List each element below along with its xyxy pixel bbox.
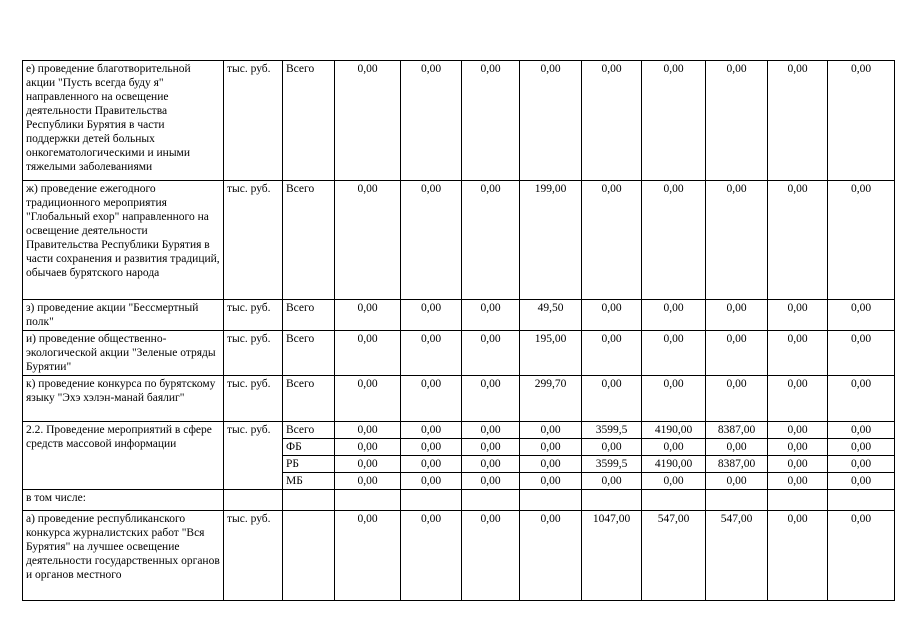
value-cell: 0,00: [828, 181, 895, 300]
value-cell: 547,00: [706, 511, 768, 601]
funding-source-cell: Всего: [283, 61, 335, 181]
value-cell: 0,00: [401, 511, 462, 601]
unit-cell: тыс. руб.: [224, 300, 283, 331]
value-cell: 0,00: [462, 511, 520, 601]
value-cell: [706, 490, 768, 511]
value-cell: [401, 490, 462, 511]
value-cell: 0,00: [642, 376, 706, 422]
value-cell: 0,00: [335, 181, 401, 300]
value-cell: 8387,00: [706, 456, 768, 473]
value-cell: 0,00: [768, 300, 828, 331]
value-cell: 0,00: [768, 473, 828, 490]
value-cell: 0,00: [462, 61, 520, 181]
value-cell: 0,00: [520, 422, 582, 439]
activity-name-cell: 2.2. Проведение мероприятий в сфере средств массовой информации: [23, 422, 224, 490]
value-cell: 0,00: [401, 331, 462, 376]
value-cell: 4190,00: [642, 456, 706, 473]
value-cell: 0,00: [582, 61, 642, 181]
funding-source-cell: [283, 490, 335, 511]
value-cell: 0,00: [462, 439, 520, 456]
value-cell: 0,00: [335, 331, 401, 376]
value-cell: 0,00: [335, 511, 401, 601]
value-cell: 0,00: [706, 376, 768, 422]
activity-name-cell: к) проведение конкурса по бурятскому языку "Эхэ хэлэн-манай баялиг": [23, 376, 224, 422]
funding-source-cell: МБ: [283, 473, 335, 490]
unit-cell: тыс. руб.: [224, 422, 283, 490]
unit-cell: тыс. руб.: [224, 181, 283, 300]
activity-name-cell: з) проведение акции "Бессмертный полк": [23, 300, 224, 331]
value-cell: [520, 490, 582, 511]
value-cell: 0,00: [462, 181, 520, 300]
funding-source-cell: Всего: [283, 331, 335, 376]
table-row: [23, 511, 895, 601]
value-cell: 199,00: [520, 181, 582, 300]
value-cell: 0,00: [706, 181, 768, 300]
value-cell: 0,00: [768, 376, 828, 422]
value-cell: 0,00: [582, 300, 642, 331]
value-cell: 0,00: [462, 456, 520, 473]
funding-source-cell: Всего: [283, 181, 335, 300]
value-cell: 0,00: [462, 300, 520, 331]
value-cell: 0,00: [335, 422, 401, 439]
unit-cell: тыс. руб.: [224, 376, 283, 422]
value-cell: 0,00: [642, 61, 706, 181]
value-cell: 0,00: [768, 331, 828, 376]
value-cell: 0,00: [828, 376, 895, 422]
value-cell: 0,00: [582, 181, 642, 300]
funding-source-cell: ФБ: [283, 439, 335, 456]
value-cell: 0,00: [768, 61, 828, 181]
value-cell: 0,00: [706, 300, 768, 331]
value-cell: 0,00: [768, 511, 828, 601]
value-cell: [462, 490, 520, 511]
value-cell: 0,00: [828, 511, 895, 601]
value-cell: 0,00: [401, 61, 462, 181]
value-cell: 0,00: [582, 439, 642, 456]
table-row: [23, 300, 895, 331]
value-cell: 0,00: [642, 300, 706, 331]
value-cell: 0,00: [462, 331, 520, 376]
value-cell: 0,00: [520, 439, 582, 456]
funding-source-cell: Всего: [283, 376, 335, 422]
value-cell: 0,00: [335, 456, 401, 473]
unit-cell: тыс. руб.: [224, 331, 283, 376]
value-cell: 0,00: [335, 473, 401, 490]
value-cell: [335, 490, 401, 511]
value-cell: 0,00: [706, 61, 768, 181]
value-cell: 195,00: [520, 331, 582, 376]
value-cell: 0,00: [401, 456, 462, 473]
value-cell: 3599,5: [582, 456, 642, 473]
value-cell: 0,00: [462, 422, 520, 439]
table-row: [23, 490, 895, 511]
value-cell: 299,70: [520, 376, 582, 422]
table-row: [23, 422, 895, 439]
unit-cell: [224, 490, 283, 511]
value-cell: [582, 490, 642, 511]
funding-source-cell: Всего: [283, 300, 335, 331]
unit-cell: тыс. руб.: [224, 61, 283, 181]
activity-name-cell: е) проведение благотворительной акции "Пусть всегда буду я" направленного на освещение деятельности Правительства Республики Бурятия в части поддержки детей больных онкогематологическими и иными тяжелыми заболеваниями: [23, 61, 224, 181]
value-cell: 0,00: [768, 422, 828, 439]
value-cell: 0,00: [828, 439, 895, 456]
value-cell: 0,00: [582, 473, 642, 490]
value-cell: 0,00: [520, 511, 582, 601]
value-cell: 0,00: [828, 331, 895, 376]
funding-source-cell: [283, 511, 335, 601]
value-cell: 0,00: [642, 331, 706, 376]
value-cell: 0,00: [582, 331, 642, 376]
value-cell: 0,00: [828, 456, 895, 473]
value-cell: 0,00: [462, 473, 520, 490]
value-cell: 0,00: [828, 61, 895, 181]
table-row: [23, 181, 895, 300]
activity-name-cell: в том числе:: [23, 490, 224, 511]
value-cell: 0,00: [768, 439, 828, 456]
budget-table-body: [23, 61, 895, 601]
funding-source-cell: РБ: [283, 456, 335, 473]
value-cell: 0,00: [401, 473, 462, 490]
activity-name-cell: а) проведение республиканского конкурса журналистских работ "Вся Бурятия" на лучшее освещение деятельности государственных органов и органов местного: [23, 511, 224, 601]
table-row: [23, 61, 895, 181]
value-cell: 1047,00: [582, 511, 642, 601]
value-cell: 0,00: [520, 61, 582, 181]
value-cell: 0,00: [335, 376, 401, 422]
value-cell: 0,00: [401, 181, 462, 300]
value-cell: 0,00: [520, 456, 582, 473]
table-row: [23, 376, 895, 422]
value-cell: 0,00: [768, 456, 828, 473]
activity-name-cell: ж) проведение ежегодного традиционного мероприятия "Глобальный ехор" направленного на освещение деятельности Правительства Республики Бурятия в части сохранения и развития традиций, обычаев бурятского народа: [23, 181, 224, 300]
table-row: [23, 331, 895, 376]
value-cell: 0,00: [828, 300, 895, 331]
value-cell: 0,00: [462, 376, 520, 422]
activity-name-cell: и) проведение общественно-экологической акции "Зеленые отряды Бурятии": [23, 331, 224, 376]
value-cell: 0,00: [828, 422, 895, 439]
value-cell: 0,00: [706, 439, 768, 456]
value-cell: 0,00: [768, 181, 828, 300]
value-cell: 0,00: [642, 181, 706, 300]
value-cell: 0,00: [642, 439, 706, 456]
value-cell: 3599,5: [582, 422, 642, 439]
unit-cell: тыс. руб.: [224, 511, 283, 601]
value-cell: 8387,00: [706, 422, 768, 439]
value-cell: 0,00: [520, 473, 582, 490]
value-cell: 0,00: [335, 300, 401, 331]
value-cell: 0,00: [642, 473, 706, 490]
value-cell: 49,50: [520, 300, 582, 331]
value-cell: 0,00: [401, 439, 462, 456]
value-cell: 0,00: [401, 376, 462, 422]
value-cell: 0,00: [335, 61, 401, 181]
value-cell: [828, 490, 895, 511]
value-cell: 0,00: [582, 376, 642, 422]
budget-table: [22, 60, 895, 601]
value-cell: 0,00: [828, 473, 895, 490]
value-cell: 0,00: [706, 473, 768, 490]
value-cell: 0,00: [401, 422, 462, 439]
value-cell: 0,00: [335, 439, 401, 456]
value-cell: 4190,00: [642, 422, 706, 439]
value-cell: 547,00: [642, 511, 706, 601]
value-cell: 0,00: [401, 300, 462, 331]
value-cell: 0,00: [706, 331, 768, 376]
value-cell: [642, 490, 706, 511]
funding-source-cell: Всего: [283, 422, 335, 439]
value-cell: [768, 490, 828, 511]
